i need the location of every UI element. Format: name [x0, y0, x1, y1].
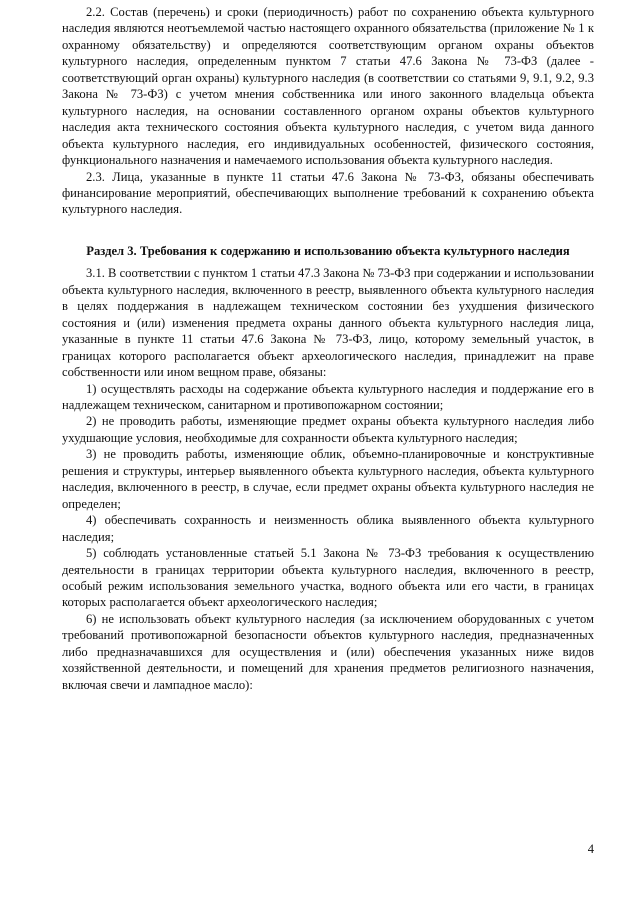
list-item-5: 5) соблюдать установленные статьей 5.1 Закона № 73-ФЗ требования к осуществлению деятельности в границах территории объекта культурного наследия, включенного в реестр, особый режим использования земельного участка, водного объекта или его части, в границах которых располагается объект археологического наследия; [62, 546, 594, 610]
document-page [62, 0, 594, 693]
paragraph-3-1: 3.1. В соответствии с пунктом 1 статьи 47.3 Закона № 73-ФЗ при содержании и использовании объекта культурного наследия, включенного в реестр, выявленного объекта культурного наследия в целях поддержания в надлежащем техническом состоянии без ухудшения физического состояния и (или) изменения предмета охраны данного объекта культурного наследия лица, указанные в пункте 11 статьи 47.6 Закона № 73-ФЗ, лицо, которому земельный участок, в границах которого располагается объект археологического наследия, принадлежит на праве собственности или ином вещном праве, обязаны: [62, 266, 594, 380]
paragraph-2-2: 2.2. Состав (перечень) и сроки (периодичность) работ по сохранению объекта культурного наследия являются неотъемлемой частью настоящего охранного обязательства (приложение № 1 к охранному обязательству) и определяются соответствующим органом охраны объектов культурного наследия, определенным пунктом 7 статьи 47.6 Закона № 73-ФЗ (далее - соответствующий орган охраны) культурного наследия (в соответствии со статьями 9, 9.1, 9.2, 9.3 Закона № 73-ФЗ) с учетом мнения собственника или иного законного владельца объекта культурного наследия, на основании составленного органом охраны объектов культурного наследия акта технического состояния объекта культурного наследия, с учетом вида данного объекта культурного наследия, его индивидуальных особенностей, физического состояния, функционального назначения и намечаемого использования объекта культурного наследия. [62, 5, 594, 168]
page-number: 4 [587, 842, 594, 856]
section-heading: Раздел 3. Требования к содержанию и использованию объекта культурного наследия [86, 243, 570, 258]
list-item-3: 3) не проводить работы, изменяющие облик, объемно-планировочные и конструктивные решения и структуры, интерьер выявленного объекта культурного наследия, объекта культурного наследия, включенного в реестр, в случае, если предмет охраны объекта культурного наследия не определен; [62, 447, 594, 511]
list-item-6: 6) не использовать объект культурного наследия (за исключением оборудованных с учетом требований противопожарной безопасности объектов культурного наследия, предназначенных либо предназначавшихся для осуществления и (или) обеспечения указанных ниже видов хозяйственной деятельности, и помещений для хранения предметов религиозного назначения, включая свечи и лампадное масло): [62, 611, 594, 692]
list-item-4: 4) обеспечивать сохранность и неизменность облика выявленного объекта культурного наследия; [62, 513, 594, 544]
list-item-2: 2) не проводить работы, изменяющие предмет охраны объекта культурного наследия либо ухудшающие условия, необходимые для сохранности объекта культурного наследия; [62, 414, 594, 445]
list-item-1: 1) осуществлять расходы на содержание объекта культурного наследия и поддержание его в надлежащем техническом, санитарном и противопожарном состоянии; [62, 381, 594, 412]
paragraph-2-3: 2.3. Лица, указанные в пункте 11 статьи 47.6 Закона № 73-ФЗ, обязаны обеспечивать финансирование мероприятий, обеспечивающих выполнение требований к сохранению объекта культурного наследия. [62, 169, 594, 217]
section-gap [62, 218, 594, 243]
